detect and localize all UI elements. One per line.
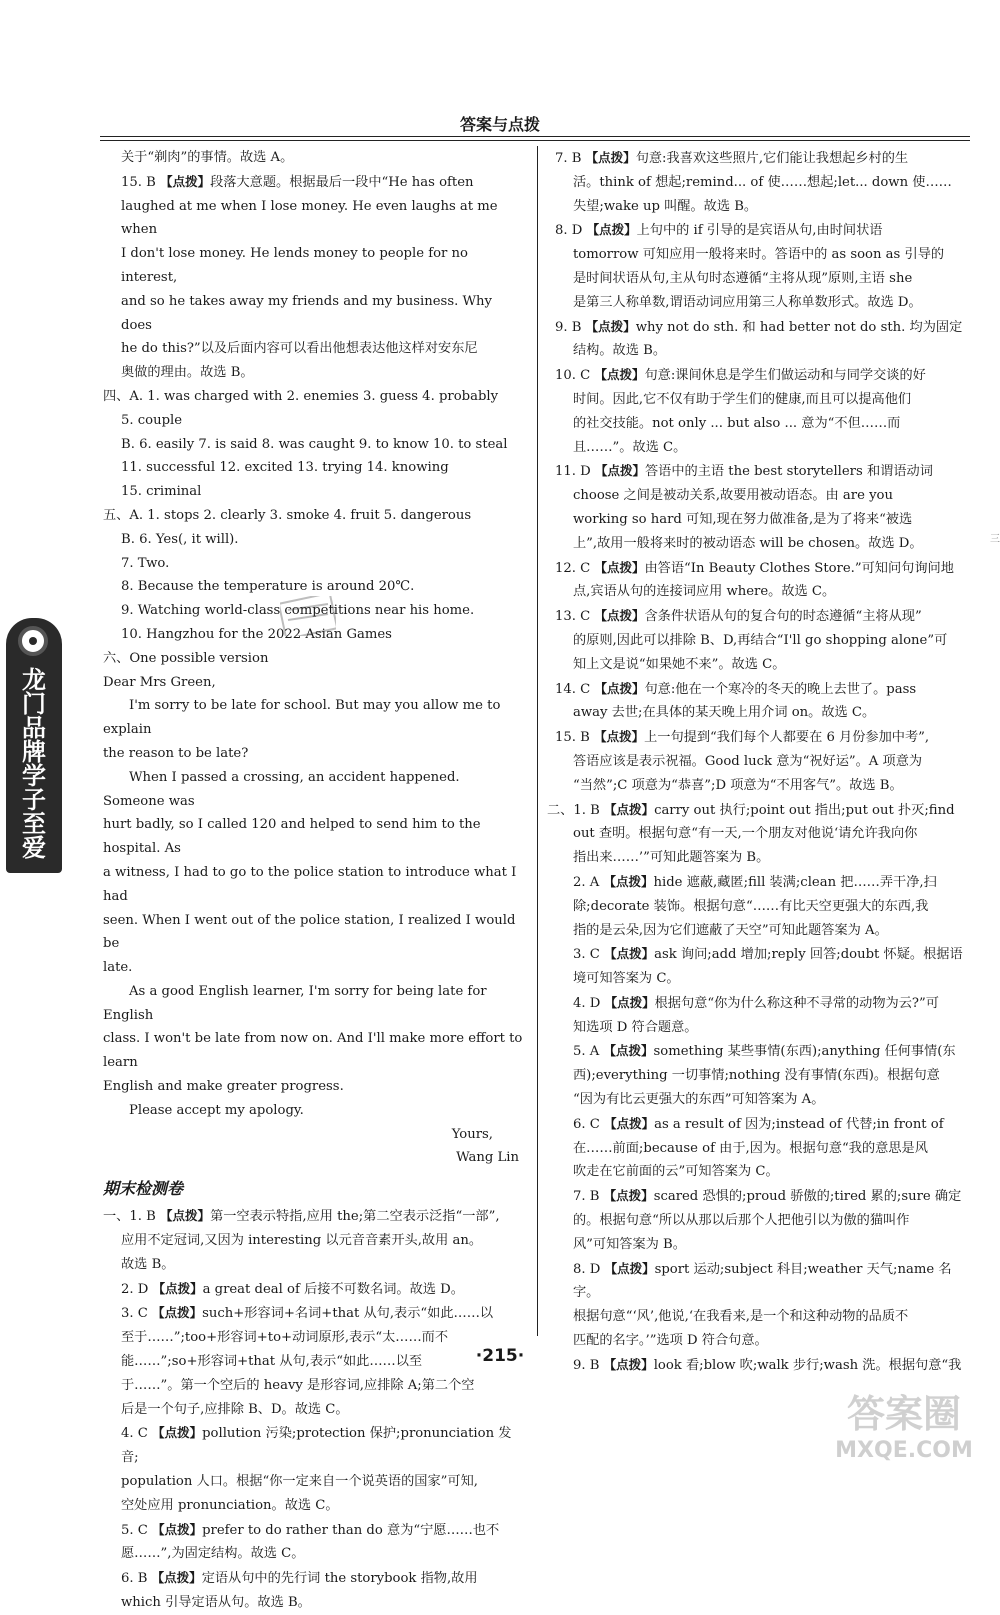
answer-text: 愿……”,为固定结构。故选 C。 <box>121 1546 305 1562</box>
hint-tag: 【点拨】 <box>603 1356 654 1372</box>
stamp-icon <box>280 596 336 636</box>
answer-text: 句意:他在一个寒冷的冬天的晚上去世了。pass <box>644 681 917 697</box>
answer-number: 2. D <box>121 1281 149 1297</box>
section-heading: 六、One possible version <box>103 650 269 666</box>
answer-number: 9. B <box>573 1357 600 1373</box>
answer-number: 4. D <box>573 995 601 1011</box>
letter-text: the reason to be late? <box>103 745 249 761</box>
hint-tag: 【点拨】 <box>585 150 636 165</box>
answer-text: as a result of 因为;instead of 代替;in front of <box>654 1116 944 1132</box>
hint-tag: 【点拨】 <box>152 1305 203 1321</box>
answer-text: 吹走在它前面的云”可知答案为 C。 <box>573 1164 779 1180</box>
answer-text: 时间。因此,它不仅有助于学生们的健康,而且可以提高他们 <box>573 391 912 407</box>
hint-tag: 【点拨】 <box>594 680 645 696</box>
answer-number: 6. C <box>573 1116 600 1132</box>
page-number: ·215· <box>475 1346 525 1366</box>
answer-number: 6. B <box>121 1571 148 1587</box>
answer-number: 11. D <box>555 464 591 480</box>
answer-text: 上句中的 if 引导的是宾语从句,由时间状语 <box>636 223 883 239</box>
answer-text: choose 之间是被动关系,故要用被动语态。由 are you <box>573 488 893 504</box>
answer-line: 7. Two. <box>121 555 170 571</box>
answer-text: 后是一个句子,应排除 B、D。故选 C。 <box>121 1401 349 1417</box>
answer-text: 于……”。第一个空后的 heavy 是形容词,应排除 A;第二个空 <box>121 1377 475 1393</box>
hint-tag: 【点拨】 <box>604 1115 655 1131</box>
answer-text: look 看;blow 吹;walk 步行;wash 洗。根据句意“我 <box>653 1357 962 1373</box>
letter-salutation: Dear Mrs Green, <box>103 674 216 690</box>
answer-text: 西);everything 一切事情;nothing 没有事情(东西)。根据句意 <box>573 1068 940 1084</box>
left-column <box>103 146 523 1615</box>
hint-tag: 【点拨】 <box>585 318 636 334</box>
answer-text: pollution 污染;protection 保护;pronunciation 发音; <box>121 1426 512 1466</box>
answer-text: sport 运动;subject 科目;weather 天气;name 名字。 <box>573 1261 952 1301</box>
answer-number: 10. C <box>555 368 591 384</box>
header-rule-thick <box>100 136 970 137</box>
answer-text: 根据句意“你为什么称这种不寻常的动物为云?”可 <box>654 995 939 1011</box>
hint-tag: 【点拨】 <box>603 1188 654 1204</box>
answer-text: “因为有比云更强大的东西”可知答案为 A。 <box>573 1092 825 1108</box>
answer-text: such+形容词+名词+that 从句,表示“如此……以 <box>202 1306 494 1322</box>
letter-text: When I passed a crossing, an accident happened. Someone was <box>103 769 460 809</box>
answer-text: ask 询问;add 增加;reply 回答;doubt 怀疑。根据语 <box>654 947 963 963</box>
answer-text: 含条件状语从句的复合句的时态遵循“主将从现” <box>644 609 922 625</box>
answer-text: 是第三人称单数,谓语动词应用第三人称单数形式。故选 D。 <box>573 294 922 310</box>
answer-line: 5. couple <box>121 412 183 428</box>
answer-line: 10. Hangzhou for the 2022 Asian Games <box>121 626 392 642</box>
answer-text: 在……前面;because of 由于,因为。根据句意“我的意思是风 <box>573 1140 928 1156</box>
watermark-sub: MXQE.COM <box>835 1438 973 1463</box>
answer-text: away 去世;在具体的某天晚上用介词 on。故选 C。 <box>573 705 876 721</box>
hint-tag: 【点拨】 <box>160 173 211 189</box>
hint-tag: 【点拨】 <box>586 222 637 238</box>
answer-text: 应用不定冠词,又因为 interesting 以元音音素开头,故用 an。 <box>121 1233 483 1249</box>
answer-text: 句意:课间休息是学生们做运动和与同学交谈的好 <box>644 368 926 384</box>
answer-number: 9. B <box>555 319 582 335</box>
tab-hole-icon <box>18 626 48 656</box>
answer-text: 且……”。故选 C。 <box>573 439 687 455</box>
answer-text: 结构。故选 B。 <box>573 343 667 359</box>
hint-tag: 【点拨】 <box>594 463 645 479</box>
hint-tag: 【点拨】 <box>603 1043 654 1059</box>
answer-text: a great deal of 后接不可数名词。故选 D。 <box>202 1281 464 1297</box>
answer-text: laughed at me when I lose money. He even laughs at me when <box>121 198 498 238</box>
answer-line: B. 6. Yes(, it will). <box>121 531 239 547</box>
hint-tag: 【点拨】 <box>603 873 654 889</box>
answer-text: 的。根据句意“所以从那以后那个人把他引以为傲的猫叫作 <box>573 1213 910 1229</box>
answer-line: 11. successful 12. excited 13. trying 14. knowing <box>121 460 449 476</box>
answer-number: 2. A <box>573 874 600 890</box>
answer-text: carry out 执行;point out 指出;put out 扑灭;find <box>654 802 955 818</box>
answer-text: which 引导定语从句。故选 B。 <box>121 1595 311 1611</box>
answer-line: 五、A. 1. stops 2. clearly 3. smoke 4. fruit 5. dangerous <box>103 507 472 523</box>
answer-text: 指出来……’”可知此题答案为 B。 <box>573 850 770 866</box>
hint-tag: 【点拨】 <box>152 1425 203 1441</box>
right-column <box>547 146 970 1378</box>
answer-number: 7. B <box>555 151 582 166</box>
letter-text: I'm sorry to be late for school. But may you allow me to explain <box>103 698 501 738</box>
answer-number: 5. A <box>573 1044 600 1060</box>
edge-mark: 三 <box>990 534 1000 545</box>
brand-sidebar-tab <box>6 618 62 873</box>
column-divider <box>537 146 538 1336</box>
answer-text: 点,宾语从句的连接词应用 where。故选 C。 <box>573 584 836 600</box>
letter-text: As a good English learner, I'm sorry for being late for English <box>103 983 487 1023</box>
hint-tag: 【点拨】 <box>160 1208 211 1224</box>
letter-closing: Yours, <box>451 1126 493 1142</box>
answer-text: 句意:我喜欢这些照片,它们能让我想起乡村的生 <box>635 151 909 166</box>
answer-text: 能……”;so+形容词+that 从句,表示“如此……以至 <box>121 1354 423 1370</box>
answer-text: 段落大意题。根据最后一段中“He has often <box>210 174 474 190</box>
hint-tag: 【点拨】 <box>151 1570 202 1586</box>
answer-text: “当然”;C 项意为“恭喜”;D 项意为“不用客气”。故选 B。 <box>573 777 903 793</box>
letter-text: English and make greater progress. <box>103 1079 344 1095</box>
answer-text: 上一句提到“我们每个人都要在 6 月份参加中考”, <box>644 730 930 746</box>
answer-number: 8. D <box>573 1261 601 1277</box>
site-watermark-logo <box>822 1385 987 1465</box>
answer-text: 指的是云朵,因为它们遮蔽了天空”可知此题答案为 A。 <box>573 922 888 938</box>
answer-text: and so he takes away my friends and my business. Why does <box>121 293 492 333</box>
brand-slogan: 龙门品牌 学子至爱 <box>22 666 46 862</box>
letter-text: late. <box>103 960 133 976</box>
answer-text: 奥做的理由。故选 B。 <box>121 365 254 381</box>
answer-text: 除;decorate 装饰。根据句意“……有比天空更强大的东西,我 <box>573 898 929 914</box>
answer-text: 答语中的主语 the best storytellers 和谓语动词 <box>644 464 933 480</box>
answer-text: 活。think of 想起;remind... of 使……想起;let... down 使…… <box>573 174 952 190</box>
letter-text: a witness, I had to go to the police station to introduce what I had <box>103 864 517 904</box>
hint-tag: 【点拨】 <box>594 608 645 624</box>
answer-text: out 查明。根据句意“有一天,一个朋友对他说‘请允许我向你 <box>573 826 918 842</box>
answer-text: 的原则,因此可以排除 B、D,再结合“I'll go shopping alone”可 <box>573 632 948 648</box>
answer-line: 8. Because the temperature is around 20℃. <box>121 579 415 595</box>
letter-text: seen. When I went out of the police station, I realized I would be <box>103 912 516 952</box>
answer-text: hide 遮蔽,藏匿;fill 装满;clean 把……弄干净,扫 <box>653 874 937 890</box>
header-rule-thin <box>100 140 970 141</box>
hint-tag: 【点拨】 <box>594 367 645 383</box>
answer-text: something 某些事情(东西);anything 任何事情(东 <box>653 1044 956 1060</box>
answer-text: 根据句意“‘风’,他说,‘在我看来,是一个和这种动物的品质不 <box>573 1309 909 1325</box>
answer-line: B. 6. easily 7. is said 8. was caught 9. to know 10. to steal <box>121 436 508 452</box>
answer-text: 答语应该是表示祝福。Good luck 意为“祝好运”。A 项意为 <box>573 753 923 769</box>
answer-text: 知上文是说“如果她不来”。故选 C。 <box>573 656 786 672</box>
answer-text: 至于……”;too+形容词+to+动词原形,表示“太……而不 <box>121 1330 449 1346</box>
hint-tag: 【点拨】 <box>604 801 655 817</box>
answer-number: 15. B <box>121 174 156 190</box>
hint-tag: 【点拨】 <box>604 1260 655 1276</box>
answer-text: prefer to do rather than do 意为“宁愿……也不 <box>202 1522 500 1538</box>
answer-number: 15. B <box>555 730 590 746</box>
answer-number: 3. C <box>121 1306 148 1322</box>
letter-text: class. I won't be late from now on. And I'll make more effort to learn <box>103 1031 523 1071</box>
letter-signature: Wang Lin <box>456 1150 519 1166</box>
answer-number: 7. B <box>573 1189 600 1205</box>
answer-text: 匹配的名字。’”选项 D 符合句意。 <box>573 1333 768 1349</box>
answer-text: tomorrow 可知应用一般将来时。答语中的 as soon as 引导的 <box>573 247 945 263</box>
answer-number: 4. C <box>121 1426 148 1442</box>
answer-number: 3. C <box>573 947 600 963</box>
answer-number: 12. C <box>555 560 591 576</box>
answer-line: 9. Watching world-class competitions near his home. <box>121 603 475 619</box>
answer-text: scared 恐惧的;proud 骄傲的;tired 累的;sure 确定 <box>653 1189 962 1205</box>
answer-text: 风”可知答案为 B。 <box>573 1236 686 1252</box>
answer-number: 5. C <box>121 1522 148 1538</box>
hint-tag: 【点拨】 <box>152 1521 203 1537</box>
answer-number: 14. C <box>555 681 591 697</box>
answer-text: 失望;wake up 叫醒。故选 B。 <box>573 198 758 214</box>
exam-section-title: 期末检测卷 <box>103 1179 184 1199</box>
answer-number: 13. C <box>555 609 591 625</box>
letter-text: hurt badly, so I called 120 and helped to send him to the hospital. As <box>103 817 481 857</box>
answer-text: population 人口。根据“你一定来自一个说英语的国家”可知, <box>121 1474 478 1490</box>
answer-text: 故选 B。 <box>121 1256 175 1272</box>
hint-tag: 【点拨】 <box>152 1280 203 1296</box>
answer-text: 第一空表示特指,应用 the;第二空表示泛指“一部”, <box>210 1209 500 1225</box>
hint-tag: 【点拨】 <box>594 729 645 745</box>
answer-text: 境可知答案为 C。 <box>573 971 680 987</box>
answer-text: 上”,故用一般将来时的被动语态 will be chosen。故选 D。 <box>573 535 923 551</box>
watermark-main: 答案圈 <box>846 1392 962 1436</box>
answer-number: 8. D <box>555 223 583 239</box>
answer-text: I don't lose money. He lends money to people for no interest, <box>121 246 468 285</box>
answer-line: 四、A. 1. was charged with 2. enemies 3. guess 4. probably <box>103 388 499 404</box>
hint-tag: 【点拨】 <box>604 946 655 962</box>
answer-text: 的社交技能。not only ... but also ... 意为“不但……而 <box>573 415 901 431</box>
answer-text: 定语从句中的先行词 the storybook 指物,故用 <box>201 1571 478 1587</box>
answer-text: 是时间状语从句,主从句时态遵循“主将从现”原则,主语 she <box>573 270 913 286</box>
answer-number: 一、1. B <box>103 1209 156 1225</box>
answer-text: 空处应用 pronunciation。故选 C。 <box>121 1497 339 1513</box>
page-header: 答案与点拨 <box>459 115 540 134</box>
answer-text: 由答语“In Beauty Clothes Store.”可知问句询问地 <box>644 560 954 576</box>
answer-text: 知选项 D 符合题意。 <box>573 1019 698 1035</box>
answer-line: 15. criminal <box>121 484 202 500</box>
hint-tag: 【点拨】 <box>604 994 655 1010</box>
hint-tag: 【点拨】 <box>594 559 645 575</box>
answer-text: 关于“剃肉”的事情。故选 A。 <box>121 150 294 165</box>
answer-text: why not do sth. 和 had better not do sth. 均为固定 <box>635 319 963 335</box>
letter-text: Please accept my apology. <box>129 1102 304 1118</box>
answer-text: working so hard 可知,现在努力做准备,是为了将来“被选 <box>573 511 913 527</box>
answer-text: he do this?”以及后面内容可以看出他想表达他这样对安东尼 <box>121 341 478 357</box>
answer-number: 二、1. B <box>547 802 600 818</box>
